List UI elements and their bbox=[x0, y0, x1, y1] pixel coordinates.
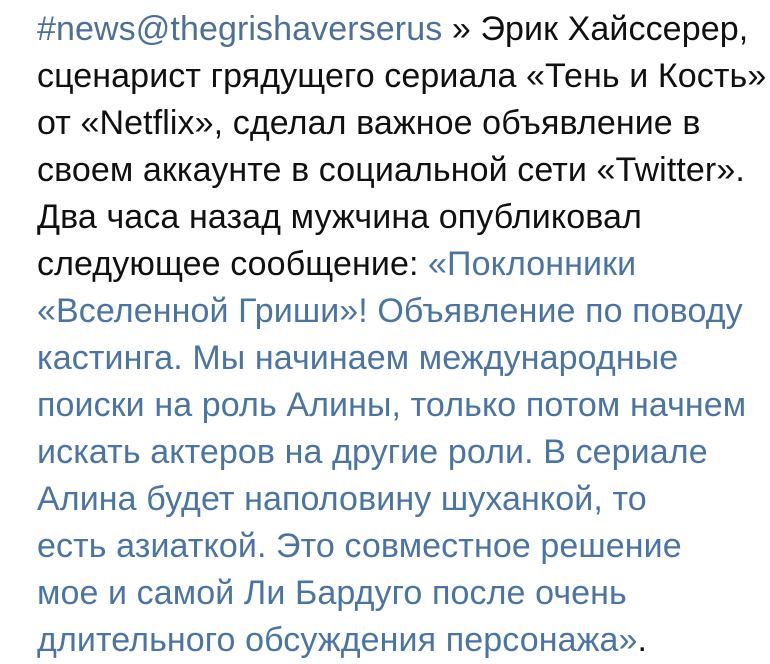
hashtag-link[interactable]: #news@thegrishaverserus bbox=[37, 10, 443, 48]
post-text-line bbox=[37, 100, 746, 147]
quote-text-segment: искать актеров на другие роли. В сериале bbox=[37, 433, 708, 471]
post-text-line bbox=[37, 382, 746, 429]
post-text-segment: следующее сообщение: bbox=[37, 245, 429, 283]
quote-text-segment: «Поклонники bbox=[428, 245, 637, 283]
post-text-segment: . bbox=[637, 621, 648, 659]
post-text-segment: сценарист грядущего сериала «Тень и Кость» bbox=[37, 57, 767, 95]
post-text-line bbox=[37, 476, 746, 523]
quote-text-segment: Алина будет наполовину шуханкой, то bbox=[37, 480, 647, 518]
quote-text-segment: есть азиаткой. Это совместное решение bbox=[37, 527, 682, 565]
post-text-line bbox=[37, 570, 746, 617]
post-text-line bbox=[37, 6, 749, 53]
post-text-line bbox=[37, 241, 746, 288]
post-text-segment: от «Netflix», сделал важное объявление в bbox=[37, 104, 701, 142]
post-text-line bbox=[37, 335, 746, 382]
post-text-line bbox=[37, 147, 746, 194]
post-text-line bbox=[37, 523, 746, 570]
quote-text-segment: поиски на роль Алины, только потом начнем bbox=[37, 386, 747, 424]
post-text-line bbox=[37, 288, 746, 335]
post-text-line bbox=[37, 53, 767, 100]
post-text-line bbox=[37, 194, 746, 241]
post-text-line bbox=[37, 617, 746, 664]
quote-text-segment: кастинга. Мы начинаем международные bbox=[37, 339, 679, 377]
post-text-segment: своем аккаунте в социальной сети «Twitter». bbox=[37, 151, 745, 189]
quote-text-segment: «Вселенной Гриши»! Объявление по поводу bbox=[37, 292, 743, 330]
quote-text-segment: длительного обсуждения персонажа» bbox=[37, 621, 638, 659]
post-text-segment: » Эрик Хайссерер, bbox=[442, 10, 749, 48]
post-text-segment: Два часа назад мужчина опубликовал bbox=[37, 198, 642, 236]
quote-text-segment: мое и самой Ли Бардуго после очень bbox=[37, 574, 627, 612]
post-text-line bbox=[37, 429, 746, 476]
